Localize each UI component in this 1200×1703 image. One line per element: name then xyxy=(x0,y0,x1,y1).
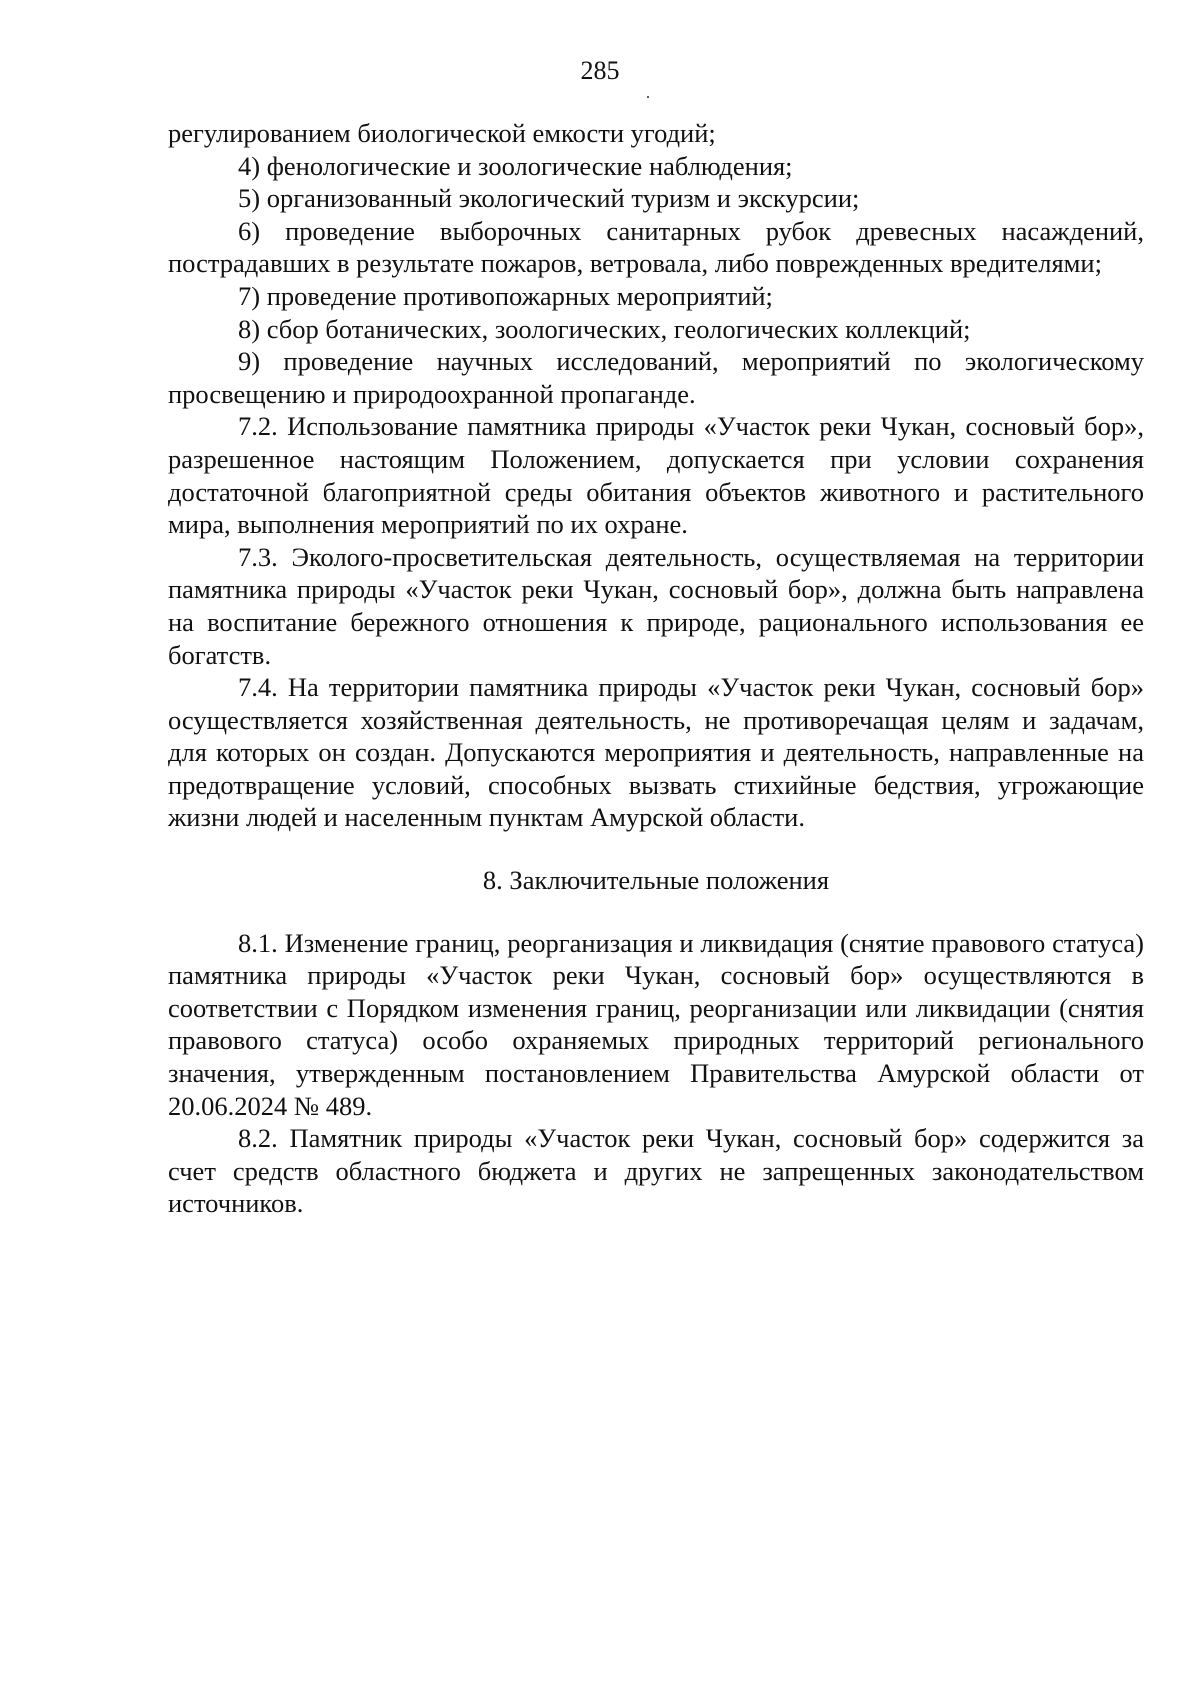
document-body xyxy=(168,117,1144,1220)
list-item-5: 5) организованный экологический туризм и экскурсии; xyxy=(238,183,860,214)
paragraph-continued: регулированием биологической емкости угодий; xyxy=(168,118,716,148)
list-item-6: 6) проведение выборочных санитарных рубок древесных насаждений, пострадавших в результате пожаров, ветровала, либо поврежденных вредителями; xyxy=(168,215,1144,279)
clause-8-2: 8.2. Памятник природы «Участок реки Чукан, сосновый бор» содержится за счет средств областного бюджета и других не запрещенных законодательством источников. xyxy=(168,1123,1144,1219)
list-item-7: 7) проведение противопожарных мероприятий; xyxy=(238,280,773,311)
clause-7-3: 7.3. Эколого-просветительская деятельность, осуществляемая на территории памятника природы «Участок реки Чукан, сосновый бор», должна быть направлена на воспитание бережного отношения к природе, рационального использования ее богатств. xyxy=(168,541,1144,670)
scan-speck xyxy=(647,96,649,98)
clause-7-4: 7.4. На территории памятника природы «Участок реки Чукан, сосновый бор» осуществляется хозяйственная деятельность, не противоречащая целям и задачам, для которых он создан. Допускаются мероприятия и деятельность, направленные на предотвращение условий, способных вызвать стихийные бедствия, угрожающие жизни людей и населенным пунктам Амурской области. xyxy=(168,672,1144,833)
list-item-4: 4) фенологические и зоологические наблюдения; xyxy=(238,150,793,181)
list-item-8: 8) сбор ботанических, зоологических, геологических коллекций; xyxy=(238,313,971,344)
section-heading: 8. Заключительные положения xyxy=(482,865,830,896)
list-item-9: 9) проведение научных исследований, мероприятий по экологическому просвещению и природоохранной пропаганде. xyxy=(168,346,1144,409)
clause-8-1: 8.1. Изменение границ, реорганизация и ликвидация (снятие правового статуса) памятника природы «Участок реки Чукан, сосновый бор» осуществляются в соответствии с Порядком изменения границ, реорганизации или ликвидации (снятия правового статуса) особо охраняемых природных территорий регионального значения, утвержденным постановлением Правительства Амурской области от 20.06.2024 № 489. xyxy=(168,927,1144,1121)
page-number: 285 xyxy=(580,56,620,85)
clause-7-2: 7.2. Использование памятника природы «Участок реки Чукан, сосновый бор», разрешенное настоящим Положением, допускается при условии сохранения достаточной благоприятной среды обитания объектов животного и растительного мира, выполнения мероприятий по их охране. xyxy=(168,411,1144,540)
